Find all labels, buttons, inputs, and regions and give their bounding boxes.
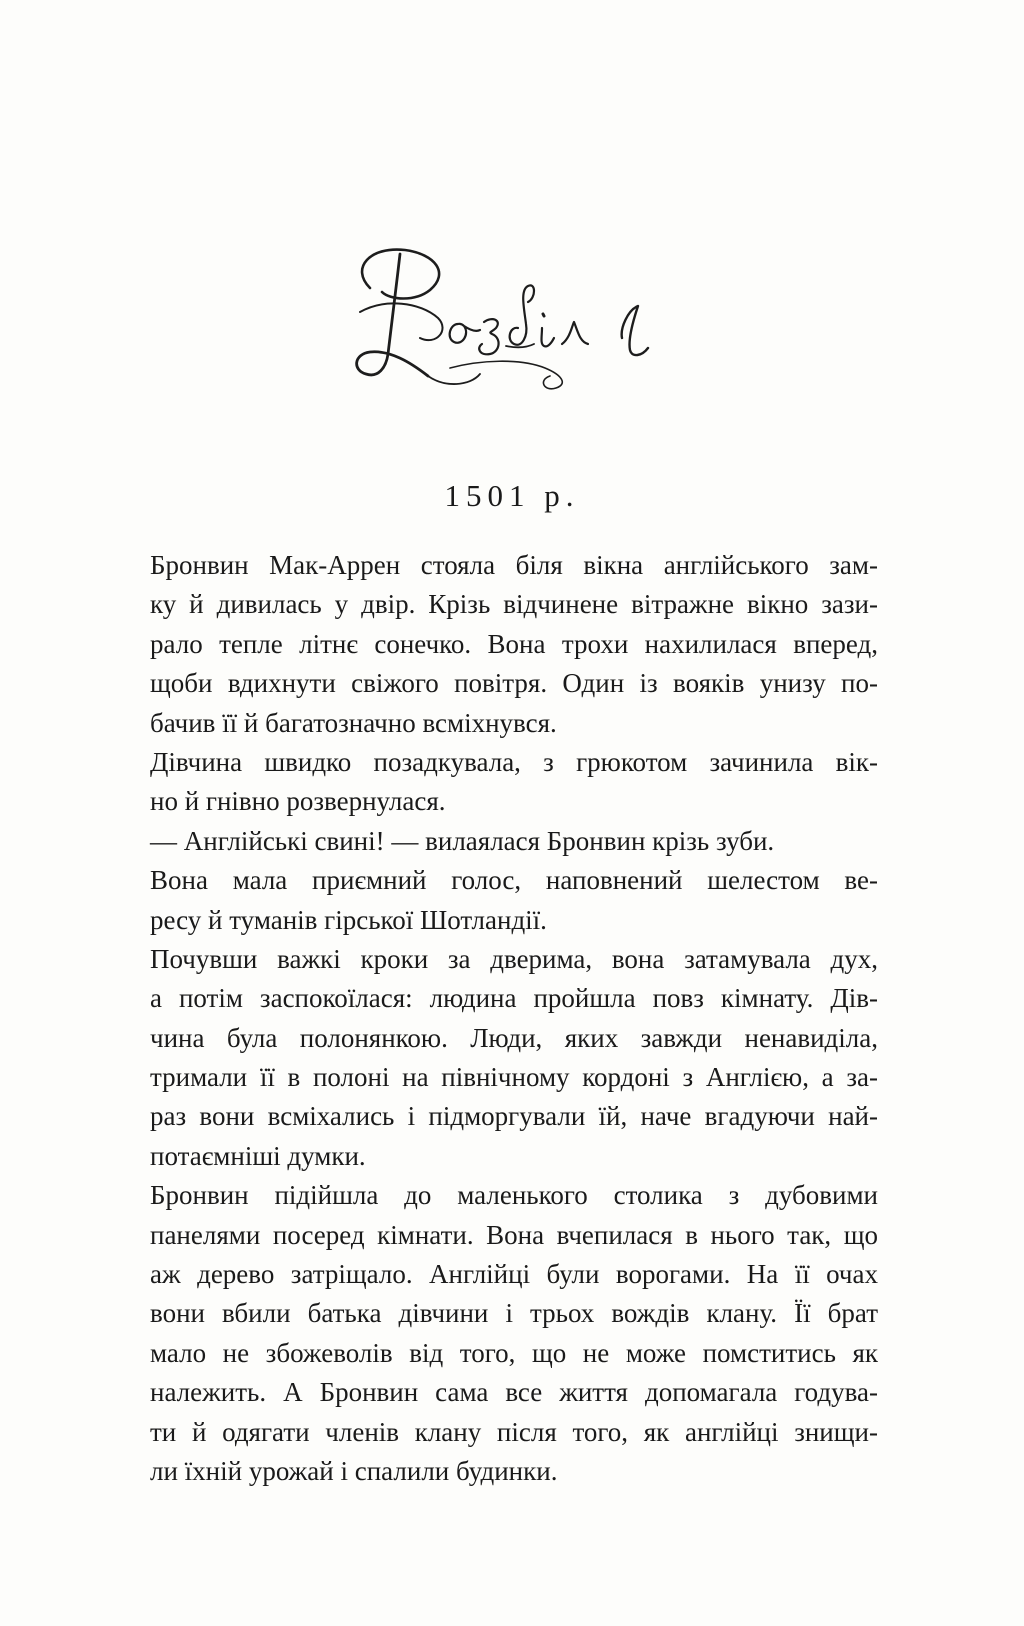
paragraph-3 [150, 822, 878, 861]
text-line: вони вбили батька дівчини і трьох вождів клану. Її брат [150, 1298, 878, 1329]
text-line: належить. А Бронвин сама все життя допомагала годува- [150, 1377, 878, 1408]
text-line: а потім заспокоїлася: людина пройшла повз кімнату. Дів- [150, 983, 878, 1014]
text-line: но й гнівно розвернулася. [150, 786, 446, 817]
text-line: ти й одягати членів клану після того, як англійці знищи- [150, 1416, 878, 1447]
text-line: раз вони всміхались і підморгували їй, наче вгадуючи най- [150, 1101, 878, 1132]
text-line: ли їхній урожай і спалили будинки. [150, 1455, 558, 1486]
text-line: — Англійські свині! — вилаялася Бронвин крізь зуби. [150, 825, 775, 856]
text-line: аж дерево затріщало. Англійці були ворогами. На її очах [150, 1259, 878, 1290]
text-line: потаємніші думки. [150, 1140, 366, 1171]
chapter-body [150, 546, 878, 1491]
paragraph-2 [150, 743, 878, 822]
paragraph-4 [150, 861, 878, 940]
text-line: ку й дивилась у двір. Крізь відчинене вітражне вікно зази- [150, 589, 878, 620]
chapter-heading-script-art [330, 228, 690, 398]
text-line: панелями посеред кімнати. Вона вчепилася в нього так, що [150, 1219, 878, 1250]
paragraph-5 [150, 940, 878, 1176]
text-line: Дівчина швидко позадкувала, з грюкотом зачинила вік- [150, 746, 878, 777]
text-line: бачив її й багатозначно всміхнувся. [150, 707, 557, 738]
text-line: чина була полонянкою. Люди, яких завжди ненавиділа, [150, 1022, 878, 1053]
text-line: Почувши важкі кроки за дверима, вона затамувала дух, [150, 943, 878, 974]
text-line: ресу й туманів гірської Шотландії. [150, 904, 547, 935]
paragraph-1 [150, 546, 878, 743]
year-heading: 1501 р. [444, 478, 580, 513]
text-line: щоби вдихнути свіжого повітря. Один із вояків унизу по- [150, 668, 878, 699]
text-line: Бронвин Мак-Аррен стояла біля вікна англійського зам- [150, 550, 878, 580]
text-line: Вона мала приємний голос, наповнений шелестом ве- [150, 865, 878, 896]
text-line: тримали її в полоні на північному кордоні з Англією, а за- [150, 1062, 878, 1093]
text-line: рало тепле літнє сонечко. Вона трохи нахилилася вперед, [150, 628, 878, 659]
chapter-heading [330, 228, 690, 398]
text-line: мало не збожеволів від того, що не може помститись як [150, 1337, 878, 1368]
text-line: Бронвин підійшла до маленького столика з дубовими [150, 1180, 878, 1211]
paragraph-6 [150, 1176, 878, 1491]
